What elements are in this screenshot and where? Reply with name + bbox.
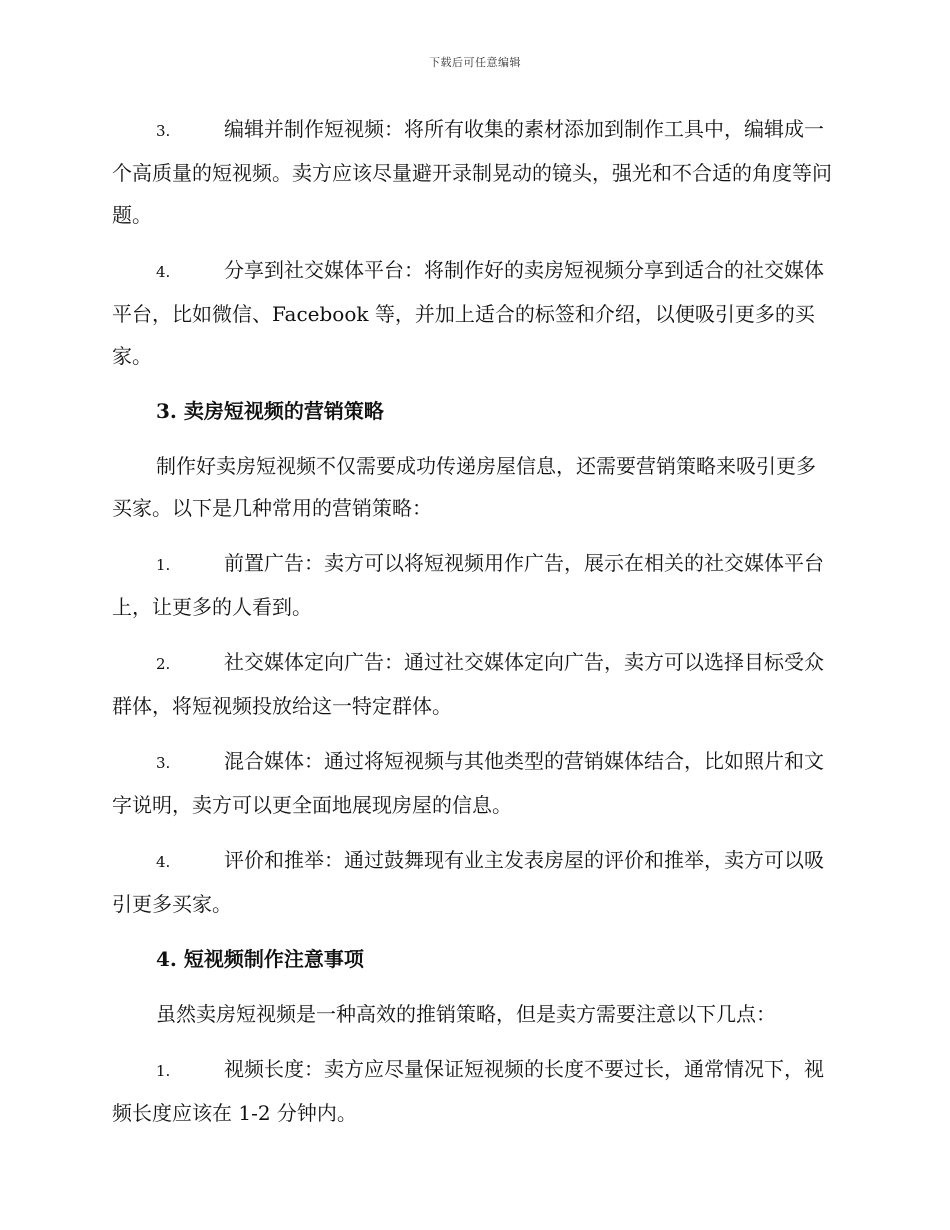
list-number: 4. xyxy=(156,853,171,871)
list-number: 3. xyxy=(156,754,171,772)
list-number: 1. xyxy=(156,1062,171,1080)
header-note: 下载后可任意编辑 xyxy=(429,56,521,69)
paragraph: 虽然卖房短视频是一种高效的推销策略，但是卖方需要注意以下几点： xyxy=(156,1002,776,1026)
list-item xyxy=(112,108,834,236)
section-heading: 4. 短视频制作注意事项 xyxy=(156,947,364,971)
list-text: 评价和推举：通过鼓舞现有业主发表房屋的评价和推举，卖方可以吸引更多买家。 xyxy=(112,848,824,916)
list-number: 2. xyxy=(156,655,171,673)
list-item xyxy=(112,839,834,925)
list-text: 混合媒体：通过将短视频与其他类型的营销媒体结合，比如照片和文字说明，卖方可以更全面地展现房屋的信息。 xyxy=(112,749,824,817)
list-text: 分享到社交媒体平台：将制作好的卖房短视频分享到适合的社交媒体平台，比如微信、Facebook 等，并加上适合的标签和介绍，以便吸引更多的买家。 xyxy=(112,258,824,368)
section-heading: 3. 卖房短视频的营销策略 xyxy=(156,399,384,423)
list-item xyxy=(112,249,834,377)
list-number: 1. xyxy=(156,556,171,574)
list-item xyxy=(112,641,834,727)
list-text: 视频长度：卖方应尽量保证短视频的长度不要过长，通常情况下，视频长度应该在 1-2 分钟内。 xyxy=(112,1057,824,1125)
document-body xyxy=(112,108,834,1147)
list-item xyxy=(112,1048,834,1134)
list-item xyxy=(112,740,834,826)
paragraph: 制作好卖房短视频不仅需要成功传递房屋信息，还需要营销策略来吸引更多买家。以下是几种常用的营销策略： xyxy=(112,454,816,520)
list-item xyxy=(112,542,834,628)
list-number: 4. xyxy=(156,263,171,281)
list-text: 前置广告：卖方可以将短视频用作广告，展示在相关的社交媒体平台上，让更多的人看到。 xyxy=(112,551,824,619)
list-text: 社交媒体定向广告：通过社交媒体定向广告，卖方可以选择目标受众群体，将短视频投放给这一特定群体。 xyxy=(112,650,824,718)
list-number: 3. xyxy=(156,122,171,140)
list-text: 编辑并制作短视频：将所有收集的素材添加到制作工具中，编辑成一个高质量的短视频。卖方应该尽量避开录制晃动的镜头，强光和不合适的角度等问题。 xyxy=(112,117,832,227)
